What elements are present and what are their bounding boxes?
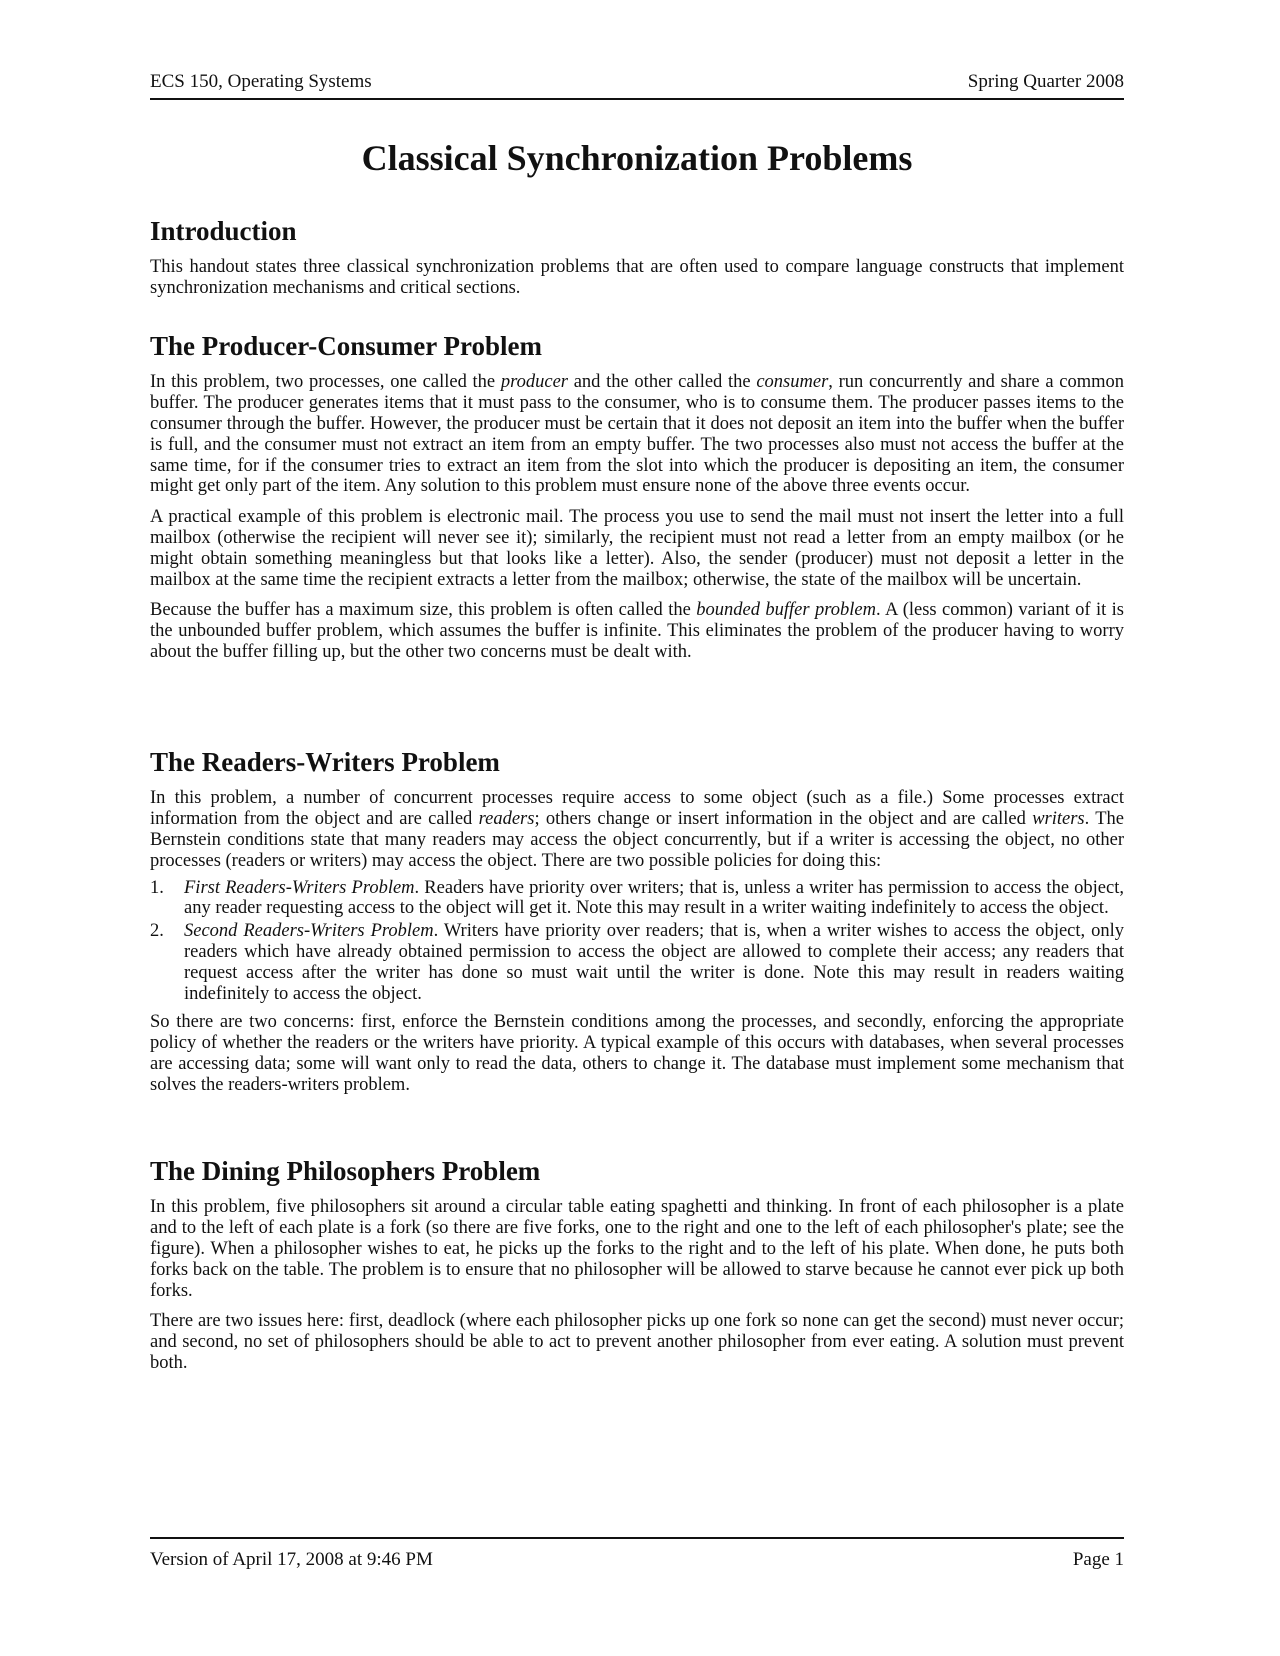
page-header: [150, 68, 1124, 100]
section-dining-philosophers: [150, 1155, 1124, 1384]
section-producer-consumer: [150, 330, 1124, 673]
list-item: 1. First Readers-Writers Problem. Readers have priority over writers; that is, unless a writer has permission to access the object, any reader requesting access to the object will get it. Note this may result in a writer waiting indefinitely to access the object.: [150, 877, 1124, 919]
version-stamp: Version of April 17, 2008 at 9:46 PM: [150, 1549, 433, 1570]
paragraph: In this problem, five philosophers sit around a circular table eating spaghetti and thinking. In front of each philosopher is a plate and to the left of each plate is a fork (so there are five forks, one to the right and one to the left of each philosopher's plate; see the figure). When a philosopher wishes to eat, he picks up the forks to the right and to the left of his plate. When done, he puts both forks back on the table. The problem is to ensure that no philosopher will be allowed to starve because he cannot ever pick up both forks.: [150, 1197, 1124, 1301]
paragraph: In this problem, a number of concurrent processes require access to some object (such as a file.) Some processes extract information from the object and are called readers; others change or insert information in the object and are called writers. The Bernstein conditions state that many readers may access the object concurrently, but if a writer is accessing the object, no other processes (readers or writers) may access the object. There are two possible policies for doing this:: [150, 788, 1124, 871]
term-readers: readers: [478, 809, 535, 830]
term-consumer: consumer: [756, 372, 829, 393]
section-heading: The Dining Philosophers Problem: [150, 1156, 541, 1186]
page-number: Page 1: [1072, 1549, 1124, 1570]
document-title: Classical Synchronization Problems: [361, 138, 913, 178]
course-name: ECS 150, Operating Systems: [150, 71, 372, 92]
list-item: 2. Second Readers-Writers Problem. Writers have priority over readers; that is, when a writer wishes to access the object, only readers which have already obtained permission to access the object are allowed to complete their access; any readers that request access after the writer has done so must wait until the writer is done. Note this may result in readers waiting indefinitely to access the object.: [150, 921, 1124, 1004]
term-bounded-buffer: bounded buffer problem: [696, 600, 876, 621]
term-label: Spring Quarter 2008: [967, 71, 1124, 92]
page-footer: [150, 1537, 1124, 1570]
policy-list: [150, 878, 1124, 1005]
section-heading: The Readers-Writers Problem: [150, 747, 500, 777]
section-heading: Introduction: [150, 216, 297, 246]
section-introduction: [150, 215, 1124, 309]
document-page: [150, 60, 1124, 1630]
section-heading: The Producer-Consumer Problem: [150, 331, 542, 361]
paragraph: So there are two concerns: first, enforce the Bernstein conditions among the processes, and secondly, enforcing the appropriate policy of whether the readers or the writers have priority. A typical example of this occurs with databases, when several processes are accessing data; some will want only to read the data, others to change it. The database must implement some mechanism that solves the readers-writers problem.: [150, 1012, 1124, 1095]
paragraph: Because the buffer has a maximum size, this problem is often called the bounded buffer problem. A (less common) variant of it is the unbounded buffer problem, which assumes the buffer is infinite. This eliminates the problem of the producer having to worry about the buffer filling up, but the other two concerns must be dealt with.: [150, 600, 1124, 662]
term-producer: producer: [500, 372, 568, 393]
section-readers-writers: [150, 746, 1124, 1106]
paragraph: There are two issues here: first, deadlock (where each philosopher picks up one fork so none can get the second) must never occur; and second, no set of philosophers should be able to act to prevent another philosopher from ever eating. A solution must prevent both.: [150, 1311, 1124, 1373]
paragraph: In this problem, two processes, one called the producer and the other called the consumer, run concurrently and share a common buffer. The producer generates items that it must pass to the consumer, who is to consume them. The producer passes items to the consumer through the buffer. However, the producer must be certain that it does not deposit an item into the buffer when the buffer is full, and the consumer must not extract an item from an empty buffer. The two processes also must not access the buffer at the same time, for if the consumer tries to extract an item from the slot into which the producer is depositing an item, the consumer might get only part of the item. Any solution to this problem must ensure none of the above three events occur.: [150, 372, 1125, 497]
paragraph: This handout states three classical synchronization problems that are often used to compare language constructs that implement synchronization mechanisms and critical sections.: [150, 257, 1124, 299]
paragraph: A practical example of this problem is electronic mail. The process you use to send the mail must not insert the letter into a full mailbox (otherwise the recipient will never see it); similarly, the recipient must not read a letter from an empty mailbox (or he might obtain something meaningless but that looks like a letter). Also, the sender (producer) must not deposit a letter in the mailbox at the same time the recipient extracts a letter from the mailbox; otherwise, the state of the mailbox will be uncertain.: [150, 507, 1124, 590]
term-writers: writers: [1032, 809, 1085, 830]
